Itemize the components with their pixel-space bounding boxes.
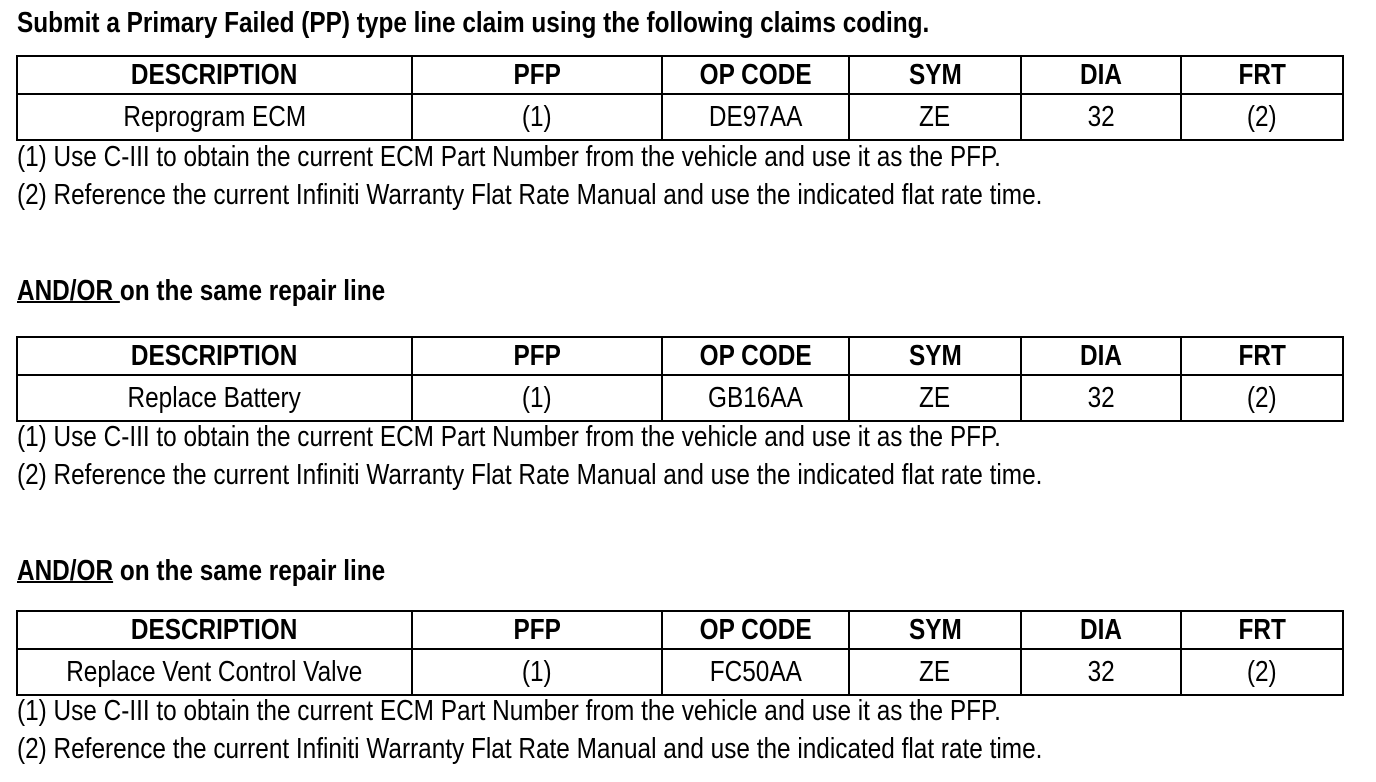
footnote-pfp: (1) Use C-III to obtain the current ECM Part Number from the vehicle and use it as the PFP. <box>17 421 1001 453</box>
op-code-cell: GB16AA <box>662 375 849 421</box>
col-frt-header: FRT <box>1181 337 1343 375</box>
claim-table-3 <box>16 610 1344 696</box>
table-header-row <box>17 337 1343 375</box>
col-dia-header: DIA <box>1021 56 1181 94</box>
footnote-pfp: (1) Use C-III to obtain the current ECM Part Number from the vehicle and use it as the PFP. <box>17 141 1001 173</box>
table-row <box>17 649 1343 695</box>
footnote-frt: (2) Reference the current Infiniti Warranty Flat Rate Manual and use the indicated flat rate time. <box>17 179 1043 211</box>
col-pfp-header: PFP <box>412 611 662 649</box>
pfp-cell: (1) <box>412 649 662 695</box>
andor-label: AND/OR <box>17 555 114 587</box>
col-dia-header: DIA <box>1021 337 1181 375</box>
andor-label: AND/OR <box>17 275 120 307</box>
pfp-cell: (1) <box>412 94 662 140</box>
description-cell: Reprogram ECM <box>17 94 412 140</box>
dia-cell: 32 <box>1021 649 1181 695</box>
footnote-frt: (2) Reference the current Infiniti Warranty Flat Rate Manual and use the indicated flat rate time. <box>17 733 1043 765</box>
frt-cell: (2) <box>1181 649 1343 695</box>
col-frt-header: FRT <box>1181 56 1343 94</box>
dia-cell: 32 <box>1021 94 1181 140</box>
intro-heading: Submit a Primary Failed (PP) type line claim using the following claims coding. <box>17 7 930 39</box>
claim-table-2 <box>16 336 1344 422</box>
footnote-pfp: (1) Use C-III to obtain the current ECM Part Number from the vehicle and use it as the PFP. <box>17 695 1001 727</box>
description-cell: Replace Vent Control Valve <box>17 649 412 695</box>
frt-cell: (2) <box>1181 375 1343 421</box>
andor-rest: on the same repair line <box>119 275 386 307</box>
pfp-cell: (1) <box>412 375 662 421</box>
col-pfp-header: PFP <box>412 56 662 94</box>
col-op-code-header: OP CODE <box>662 56 849 94</box>
op-code-cell: FC50AA <box>662 649 849 695</box>
description-cell: Replace Battery <box>17 375 412 421</box>
andor-heading-1 <box>17 274 385 308</box>
col-op-code-header: OP CODE <box>662 611 849 649</box>
andor-rest: on the same repair line <box>113 555 386 587</box>
col-op-code-header: OP CODE <box>662 337 849 375</box>
sym-cell: ZE <box>849 375 1021 421</box>
col-pfp-header: PFP <box>412 337 662 375</box>
col-dia-header: DIA <box>1021 611 1181 649</box>
col-sym-header: SYM <box>849 611 1021 649</box>
frt-cell: (2) <box>1181 94 1343 140</box>
table-row <box>17 375 1343 421</box>
col-description-header: DESCRIPTION <box>17 337 412 375</box>
col-sym-header: SYM <box>849 337 1021 375</box>
claim-table-1 <box>16 55 1344 141</box>
footnote-frt: (2) Reference the current Infiniti Warranty Flat Rate Manual and use the indicated flat rate time. <box>17 459 1043 491</box>
sym-cell: ZE <box>849 649 1021 695</box>
sym-cell: ZE <box>849 94 1021 140</box>
col-description-header: DESCRIPTION <box>17 56 412 94</box>
col-description-header: DESCRIPTION <box>17 611 412 649</box>
op-code-cell: DE97AA <box>662 94 849 140</box>
col-sym-header: SYM <box>849 56 1021 94</box>
table-header-row <box>17 56 1343 94</box>
col-frt-header: FRT <box>1181 611 1343 649</box>
dia-cell: 32 <box>1021 375 1181 421</box>
table-header-row <box>17 611 1343 649</box>
andor-heading-2 <box>17 554 385 588</box>
table-row <box>17 94 1343 140</box>
